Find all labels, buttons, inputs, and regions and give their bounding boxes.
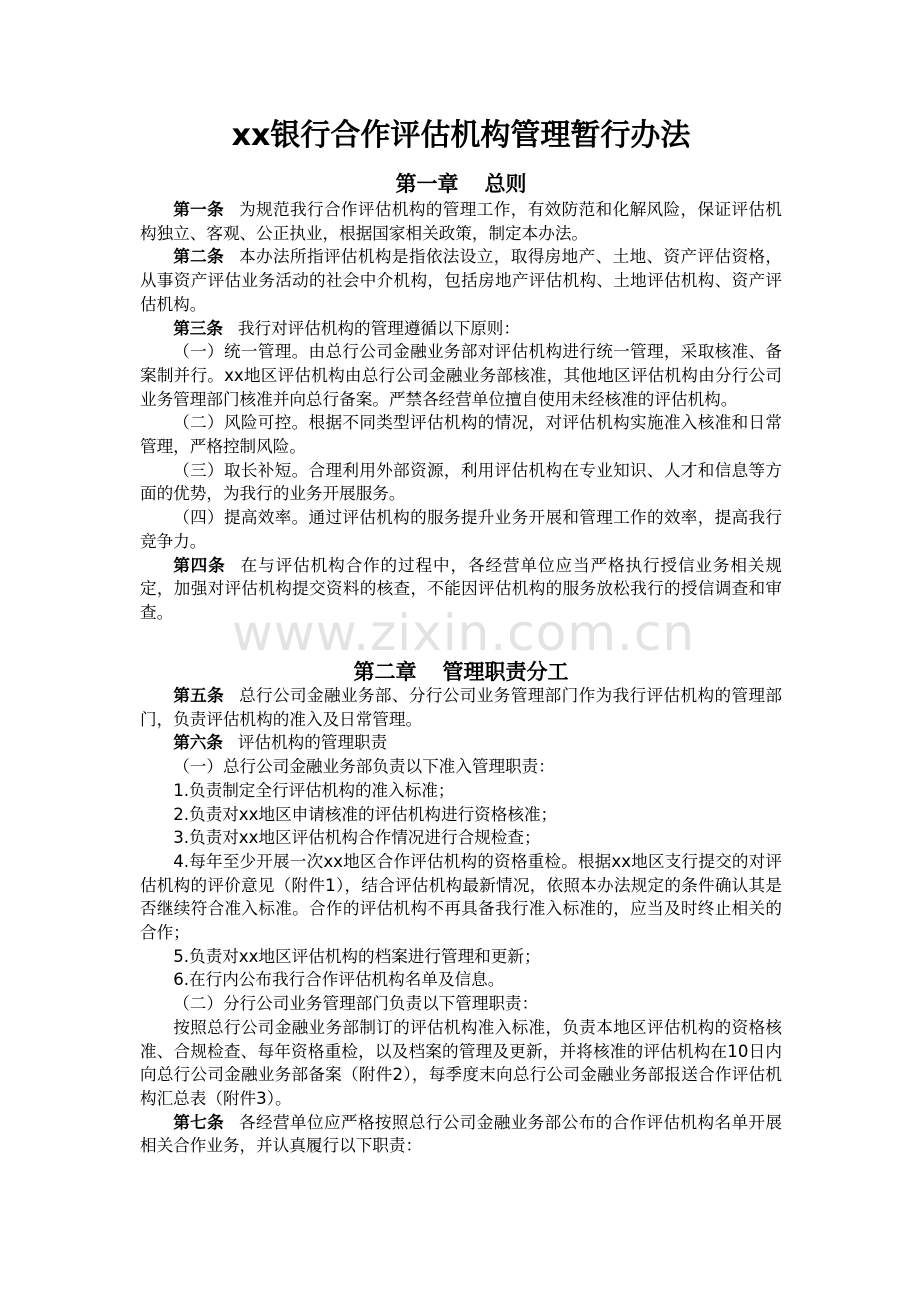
article-4-text: 在与评估机构合作的过程中，各经营单位应当严格执行授信业务相关规定，加强对评估机构提交资料的核查，不能因评估机构的服务放松我行的授信调查和审查。	[140, 555, 783, 622]
article-6-item-2: 2.负责对xx地区申请核准的评估机构进行资格核准；	[173, 804, 558, 824]
article-7-label: 第七条	[173, 1112, 225, 1132]
article-1-label: 第一条	[173, 200, 225, 219]
chapter-1-heading	[140, 168, 782, 198]
article-6-section-2: （二）分行公司业务管理部门负责以下管理职责：	[173, 994, 539, 1014]
article-6-item-1: 1.负责制定全行评估机构的准入标准；	[173, 780, 455, 800]
article-6-item-3: 3.负责对xx地区评估机构合作情况进行合规检查；	[173, 828, 541, 848]
article-6-item-6: 6.在行内公布我行合作评估机构名单及信息。	[173, 970, 505, 990]
article-6-section-1: （一）总行公司金融业务部负责以下准入管理职责：	[173, 757, 555, 777]
article-2	[140, 245, 782, 316]
article-3-label: 第三条	[173, 318, 223, 338]
article-6-item-4: 4.每年至少开展一次xx地区合作评估机构的资格重检。根据xx地区支行提交的对评估机构的评价意见（附件1），结合评估机构最新情况，依照本办法规定的条件确认其是否继续符合准入标准。合作的评估机构不再具备我行准入标准的，应当及时终止相关的合作；	[140, 851, 782, 943]
article-3-text: 我行对评估机构的管理遵循以下原则：	[237, 318, 520, 338]
article-3-principle-3: （三）取长补短。合理利用外部资源，利用评估机构在专业知识、人才和信息等方面的优势，为我行的业务开展服务。	[140, 460, 782, 504]
article-3-principle-4: （四）提高效率。通过评估机构的服务提升业务开展和管理工作的效率，提高我行竞争力。	[140, 508, 782, 551]
article-7-text: 各经营单位应严格按照总行公司金融业务部公布的合作评估机构名单开展相关合作业务，并认真履行以下职责：	[140, 1112, 782, 1156]
article-5-label: 第五条	[173, 686, 225, 705]
article-3-principle-1: （一）统一管理。由总行公司金融业务部对评估机构进行统一管理，采取核准、备案制并行。xx地区评估机构由总行公司金融业务部核准，其他地区评估机构由分行公司业务管理部门核准并向总行备案。严禁各经营单位擅自使用未经核准的评估机构。	[140, 342, 782, 409]
article-1	[140, 198, 782, 245]
article-5	[140, 684, 782, 731]
chapter-1-name: 总则	[484, 172, 527, 196]
article-6-item-5: 5.负责对xx地区评估机构的档案进行管理和更新；	[173, 946, 541, 966]
article-5-text: 总行公司金融业务部、分行公司业务管理部门作为我行评估机构的管理部门，负责评估机构的准入及日常管理。	[140, 686, 782, 729]
chapter-2-heading	[140, 656, 782, 686]
article-6-label: 第六条	[173, 733, 223, 753]
chapter-2-label: 第二章	[353, 660, 417, 684]
article-2-text: 本办法所指评估机构是指依法设立，取得房地产、土地、资产评估资格，从事资产评估业务活动的社会中介机构，包括房地产评估机构、土地评估机构、资产评估机构。	[140, 247, 782, 314]
article-6	[140, 731, 782, 755]
watermark: www.zixin.com.cn	[232, 604, 696, 662]
chapter-2-body	[140, 684, 782, 1158]
article-3	[140, 317, 782, 341]
article-4	[140, 554, 782, 625]
article-6-section-2-text: 按照总行公司金融业务部制订的评估机构准入标准，负责本地区评估机构的资格核准、合规检查、每年资格重检，以及档案的管理及更新，并将核准的评估机构在10日内向总行公司金融业务部备案（附件2），每季度末向总行公司金融业务部报送合作评估机构汇总表（附件3）。	[140, 1017, 782, 1108]
article-7	[140, 1111, 782, 1158]
article-2-label: 第二条	[173, 247, 225, 267]
article-1-text: 为规范我行合作评估机构的管理工作，有效防范和化解风险，保证评估机构独立、客观、公正执业，根据国家相关政策，制定本办法。	[140, 200, 782, 243]
chapter-2-name: 管理职责分工	[442, 660, 569, 684]
chapter-1-label: 第一章	[395, 172, 459, 196]
article-3-principle-2: （二）风险可控。根据不同类型评估机构的情况，对评估机构实施准入核准和日常管理，严格控制风险。	[140, 413, 782, 457]
document-title: xx银行合作评估机构管理暂行办法	[231, 118, 691, 153]
article-4-label: 第四条	[173, 555, 226, 575]
chapter-1-body	[140, 198, 782, 625]
article-6-text: 评估机构的管理职责	[237, 733, 388, 753]
